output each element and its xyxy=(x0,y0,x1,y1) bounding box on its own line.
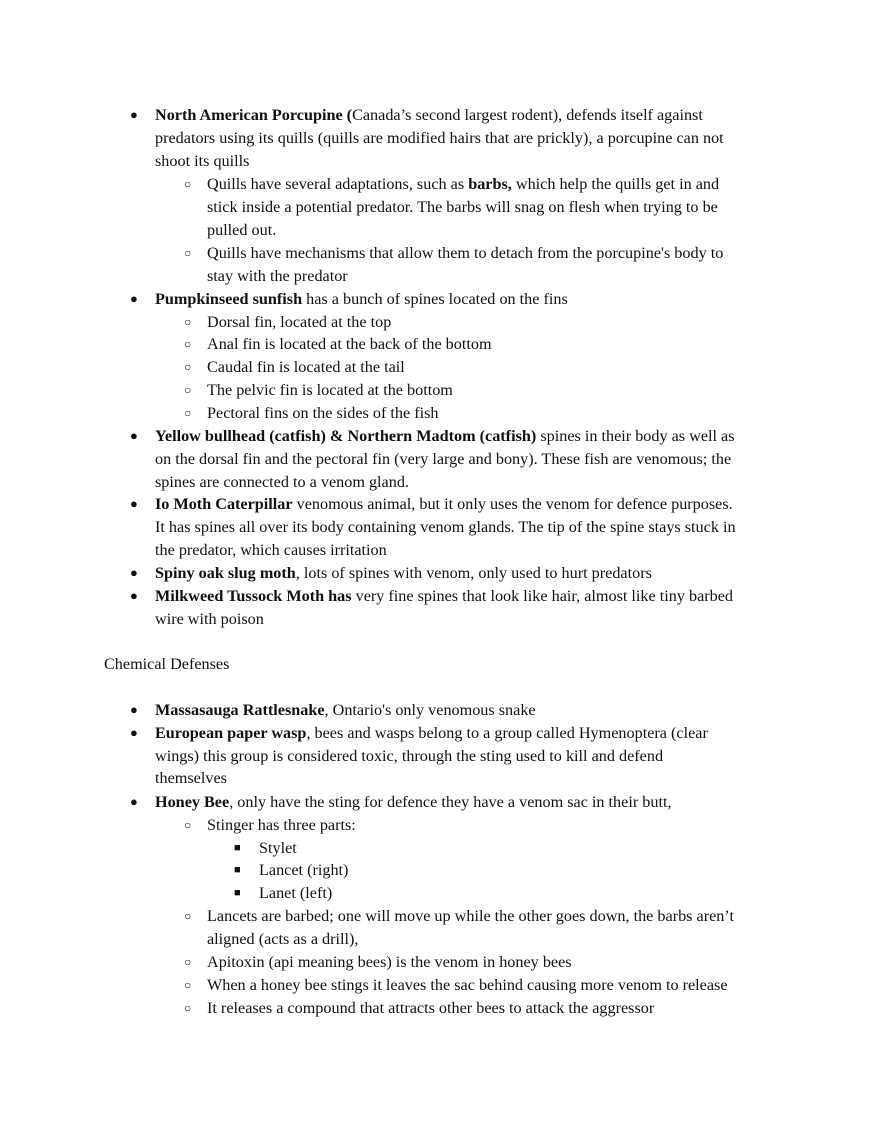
square-bullet-icon xyxy=(234,838,241,858)
bullet-icon xyxy=(130,563,138,584)
item-porcupine-line2: predators using its quills (quills are modified hairs that are prickly), a porcupine can not xyxy=(155,129,724,147)
sub-bullet-icon xyxy=(184,403,191,424)
square-bullet-icon xyxy=(234,883,241,903)
item-io-moth-line3: the predator, which causes irritation xyxy=(155,541,387,559)
bullet-icon xyxy=(130,426,138,447)
sub-venom-sac: When a honey bee stings it leaves the sac behind causing more venom to release xyxy=(207,976,728,994)
item-paper-wasp-line2: wings) this group is considered toxic, through the sting used to kill and defend xyxy=(155,747,664,765)
item-rattlesnake: Massasauga Rattlesnake, Ontario's only venomous snake xyxy=(155,701,536,719)
sub-fin-caudal: Caudal fin is located at the tail xyxy=(207,358,405,376)
square-bullet-icon xyxy=(234,860,241,880)
bullet-icon xyxy=(130,700,138,721)
sub-apitoxin: Apitoxin (api meaning bees) is the venom in honey bees xyxy=(207,953,572,971)
bullet-icon xyxy=(130,586,138,607)
sub-fin-pectoral: Pectoral fins on the sides of the fish xyxy=(207,404,439,422)
sub-bullet-icon xyxy=(184,357,191,378)
sub-lancets: Lancets are barbed; one will move up while the other goes down, the barbs aren’t xyxy=(207,907,734,925)
term-porcupine: North American Porcupine ( xyxy=(155,106,353,124)
item-porcupine-line3: shoot its quills xyxy=(155,152,250,170)
sub-bullet-icon xyxy=(184,334,191,355)
sub-bullet-icon xyxy=(184,952,191,973)
sub-fin-pelvic: The pelvic fin is located at the bottom xyxy=(207,381,453,399)
item-sunfish: Pumpkinseed sunfish has a bunch of spines located on the fins xyxy=(155,290,568,308)
sub-stinger: Stinger has three parts: xyxy=(207,816,356,834)
item-paper-wasp: European paper wasp, bees and wasps belong to a group called Hymenoptera (clear xyxy=(155,724,708,742)
bullet-icon xyxy=(130,792,138,813)
bullet-icon xyxy=(130,723,138,744)
sub-quills-barbs: Quills have several adaptations, such as barbs, which help the quills get in and xyxy=(207,175,720,193)
bullet-icon xyxy=(130,289,138,310)
sub-bullet-icon xyxy=(184,174,191,195)
item-milkweed-moth-line2: wire with poison xyxy=(155,610,264,628)
bullet-icon xyxy=(130,105,138,126)
sub-quills-barbs-line2: stick inside a potential predator. The barbs will snag on flesh when trying to be xyxy=(207,198,718,216)
item-milkweed-moth: Milkweed Tussock Moth has very fine spines that look like hair, almost like tiny barbed xyxy=(155,587,734,605)
sub-bullet-icon xyxy=(184,998,191,1019)
sub-quills-barbs-line3: pulled out. xyxy=(207,221,277,239)
item-catfish-line2: on the dorsal fin and the pectoral fin (very large and bony). These fish are venomous; the xyxy=(155,450,732,468)
item-io-moth: Io Moth Caterpillar venomous animal, but it only uses the venom for defence purposes. xyxy=(155,495,733,513)
item-honey-bee: Honey Bee, only have the sting for defence they have a venom sac in their butt, xyxy=(155,793,672,811)
section-heading: Chemical Defenses xyxy=(104,655,230,673)
sub-bullet-icon xyxy=(184,243,191,264)
item-io-moth-line2: It has spines all over its body containing venom glands. The tip of the spine stays stuck in xyxy=(155,518,736,536)
sub-bullet-icon xyxy=(184,815,191,836)
item-porcupine: North American Porcupine (Canada’s second largest rodent), defends itself against xyxy=(155,106,703,124)
stinger-part-lanet-left: Lanet (left) xyxy=(259,884,333,902)
bullet-icon xyxy=(130,494,138,515)
item-catfish-line3: spines are connected to a venom gland. xyxy=(155,473,409,491)
sub-bullet-icon xyxy=(184,380,191,401)
sub-quills-detach: Quills have mechanisms that allow them to detach from the porcupine's body to xyxy=(207,244,724,262)
item-paper-wasp-line3: themselves xyxy=(155,769,227,787)
stinger-part-stylet: Stylet xyxy=(259,839,297,857)
sub-compound: It releases a compound that attracts other bees to attack the aggressor xyxy=(207,999,655,1017)
stinger-part-lancet-right: Lancet (right) xyxy=(259,861,349,879)
sub-fin-dorsal: Dorsal fin, located at the top xyxy=(207,313,392,331)
sub-bullet-icon xyxy=(184,312,191,333)
sub-bullet-icon xyxy=(184,906,191,927)
sub-lancets-line2: aligned (acts as a drill), xyxy=(207,930,359,948)
sub-fin-anal: Anal fin is located at the back of the bottom xyxy=(207,335,492,353)
sub-bullet-icon xyxy=(184,975,191,996)
item-catfish: Yellow bullhead (catfish) & Northern Madtom (catfish) spines in their body as well as xyxy=(155,427,735,445)
sub-quills-detach-line2: stay with the predator xyxy=(207,267,348,285)
item-slug-moth: Spiny oak slug moth, lots of spines with venom, only used to hurt predators xyxy=(155,564,652,582)
